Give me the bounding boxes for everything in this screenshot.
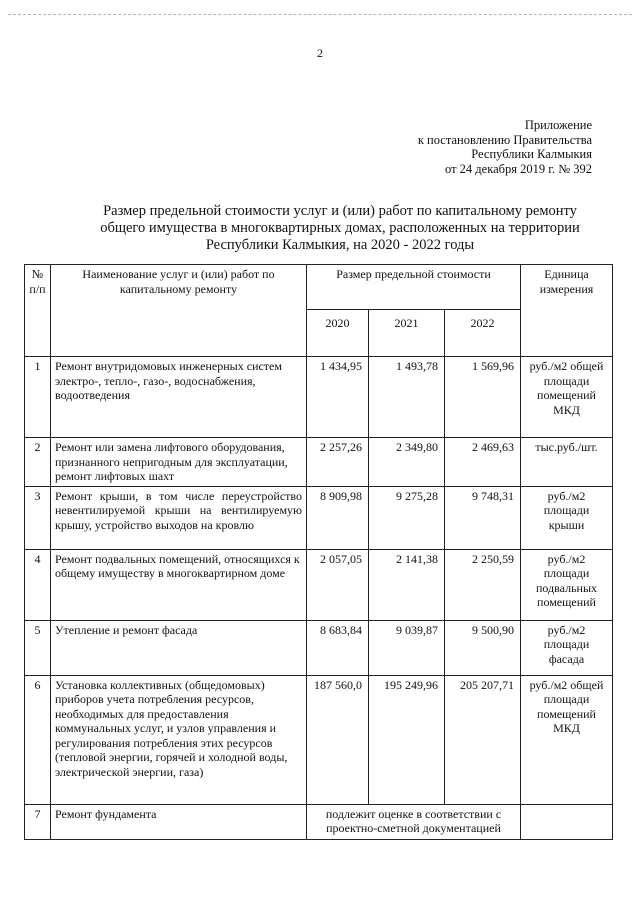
row-num: 2: [25, 438, 51, 487]
top-dashed-border: [8, 14, 632, 15]
row-name: Ремонт внутридомовых инженерных систем электро-, тепло-, газо-, водоснабжения, водоотведения: [51, 357, 307, 438]
table-row: [25, 438, 613, 487]
appendix-block: [418, 118, 592, 176]
header-num: № п/п: [25, 265, 51, 357]
row-value-2021: 9 039,87: [369, 620, 445, 675]
row-num: 6: [25, 675, 51, 804]
title-line: общего имущества в многоквартирных домах, расположенных на территории: [100, 220, 580, 236]
row-num: 7: [25, 804, 51, 839]
row-name: Ремонт или замена лифтового оборудования, признанного непригодным для эксплуатации, ремонт лифтовых шахт: [51, 438, 307, 487]
table-row: [25, 357, 613, 438]
header-year: 2021: [369, 310, 445, 357]
row-unit: руб./м2 общей площади помещений МКД: [521, 357, 613, 438]
row-value-2020: 1 434,95: [307, 357, 369, 438]
row-num: 1: [25, 357, 51, 438]
row-name: Ремонт подвальных помещений, относящихся к общему имуществу в многоквартирном доме: [51, 549, 307, 620]
row-value-2020: 2 057,05: [307, 549, 369, 620]
appendix-line: от 24 декабря 2019 г. № 392: [444, 161, 592, 176]
row-name: Утепление и ремонт фасада: [51, 620, 307, 675]
header-year: 2022: [445, 310, 521, 357]
row-num: 5: [25, 620, 51, 675]
row-unit: руб./м2 площади крыши: [521, 486, 613, 549]
appendix-line: Приложение: [524, 118, 592, 132]
row-unit: руб./м2 общей площади помещений МКД: [521, 675, 613, 804]
header-cost: Размер предельной стоимости: [307, 265, 521, 310]
page-number: 2: [317, 46, 323, 60]
table-row: [25, 620, 613, 675]
row-num: 4: [25, 549, 51, 620]
row-value-2020: 2 257,26: [307, 438, 369, 487]
header-name: Наименование услуг и (или) работ по капитальному ремонту: [51, 265, 307, 357]
row-value-2021: 1 493,78: [369, 357, 445, 438]
appendix-line: к постановлению Правительства: [417, 132, 592, 147]
row-name: Установка коллективных (общедомовых) приборов учета потребления ресурсов, необходимых для предоставления коммунальных услуг, и узлов управления и регулирования потребления этих ресурсов (тепловой энергии, горячей и холодной воды, электрической энергии, газа): [51, 675, 307, 804]
row-value-2022: 2 250,59: [445, 549, 521, 620]
table-header-row: [25, 265, 613, 310]
row-value-2020: 187 560,0: [307, 675, 369, 804]
row-value-2020: 8 909,98: [307, 486, 369, 549]
header-year: 2020: [307, 310, 369, 357]
row-value-2020: 8 683,84: [307, 620, 369, 675]
row-value-2021: 2 349,80: [369, 438, 445, 487]
title-line: Размер предельной стоимости услуг и (или) работ по капитальному ремонту: [103, 203, 577, 219]
row-unit: [521, 804, 613, 839]
table-row: [25, 549, 613, 620]
row-value-2021: 195 249,96: [369, 675, 445, 804]
header-unit: Единица измерения: [521, 265, 613, 357]
row-value-2022: 9 748,31: [445, 486, 521, 549]
appendix-line: Республики Калмыкия: [471, 147, 592, 161]
table-row: [25, 675, 613, 804]
row-value-2022: 1 569,96: [445, 357, 521, 438]
row-value-2021: 9 275,28: [369, 486, 445, 549]
row-value-2022: 9 500,90: [445, 620, 521, 675]
title-line: Республики Калмыкия, на 2020 - 2022 годы: [205, 237, 475, 253]
row-num: 3: [25, 486, 51, 549]
row-note: подлежит оценке в соответствии с проектно-сметной документацией: [307, 804, 521, 839]
row-unit: руб./м2 площади фасада: [521, 620, 613, 675]
row-unit: тыс.руб./шт.: [521, 438, 613, 487]
document-title: [60, 203, 620, 254]
table-row: [25, 804, 613, 839]
row-unit: руб./м2 площади подвальных помещений: [521, 549, 613, 620]
cost-table: [24, 264, 613, 840]
row-value-2021: 2 141,38: [369, 549, 445, 620]
row-name: Ремонт фундамента: [51, 804, 307, 839]
table-row: [25, 486, 613, 549]
row-value-2022: 2 469,63: [445, 438, 521, 487]
row-name: Ремонт крыши, в том числе переустройство невентилируемой крыши на вентилируемую крышу, устройство выходов на кровлю: [51, 486, 307, 549]
row-value-2022: 205 207,71: [445, 675, 521, 804]
